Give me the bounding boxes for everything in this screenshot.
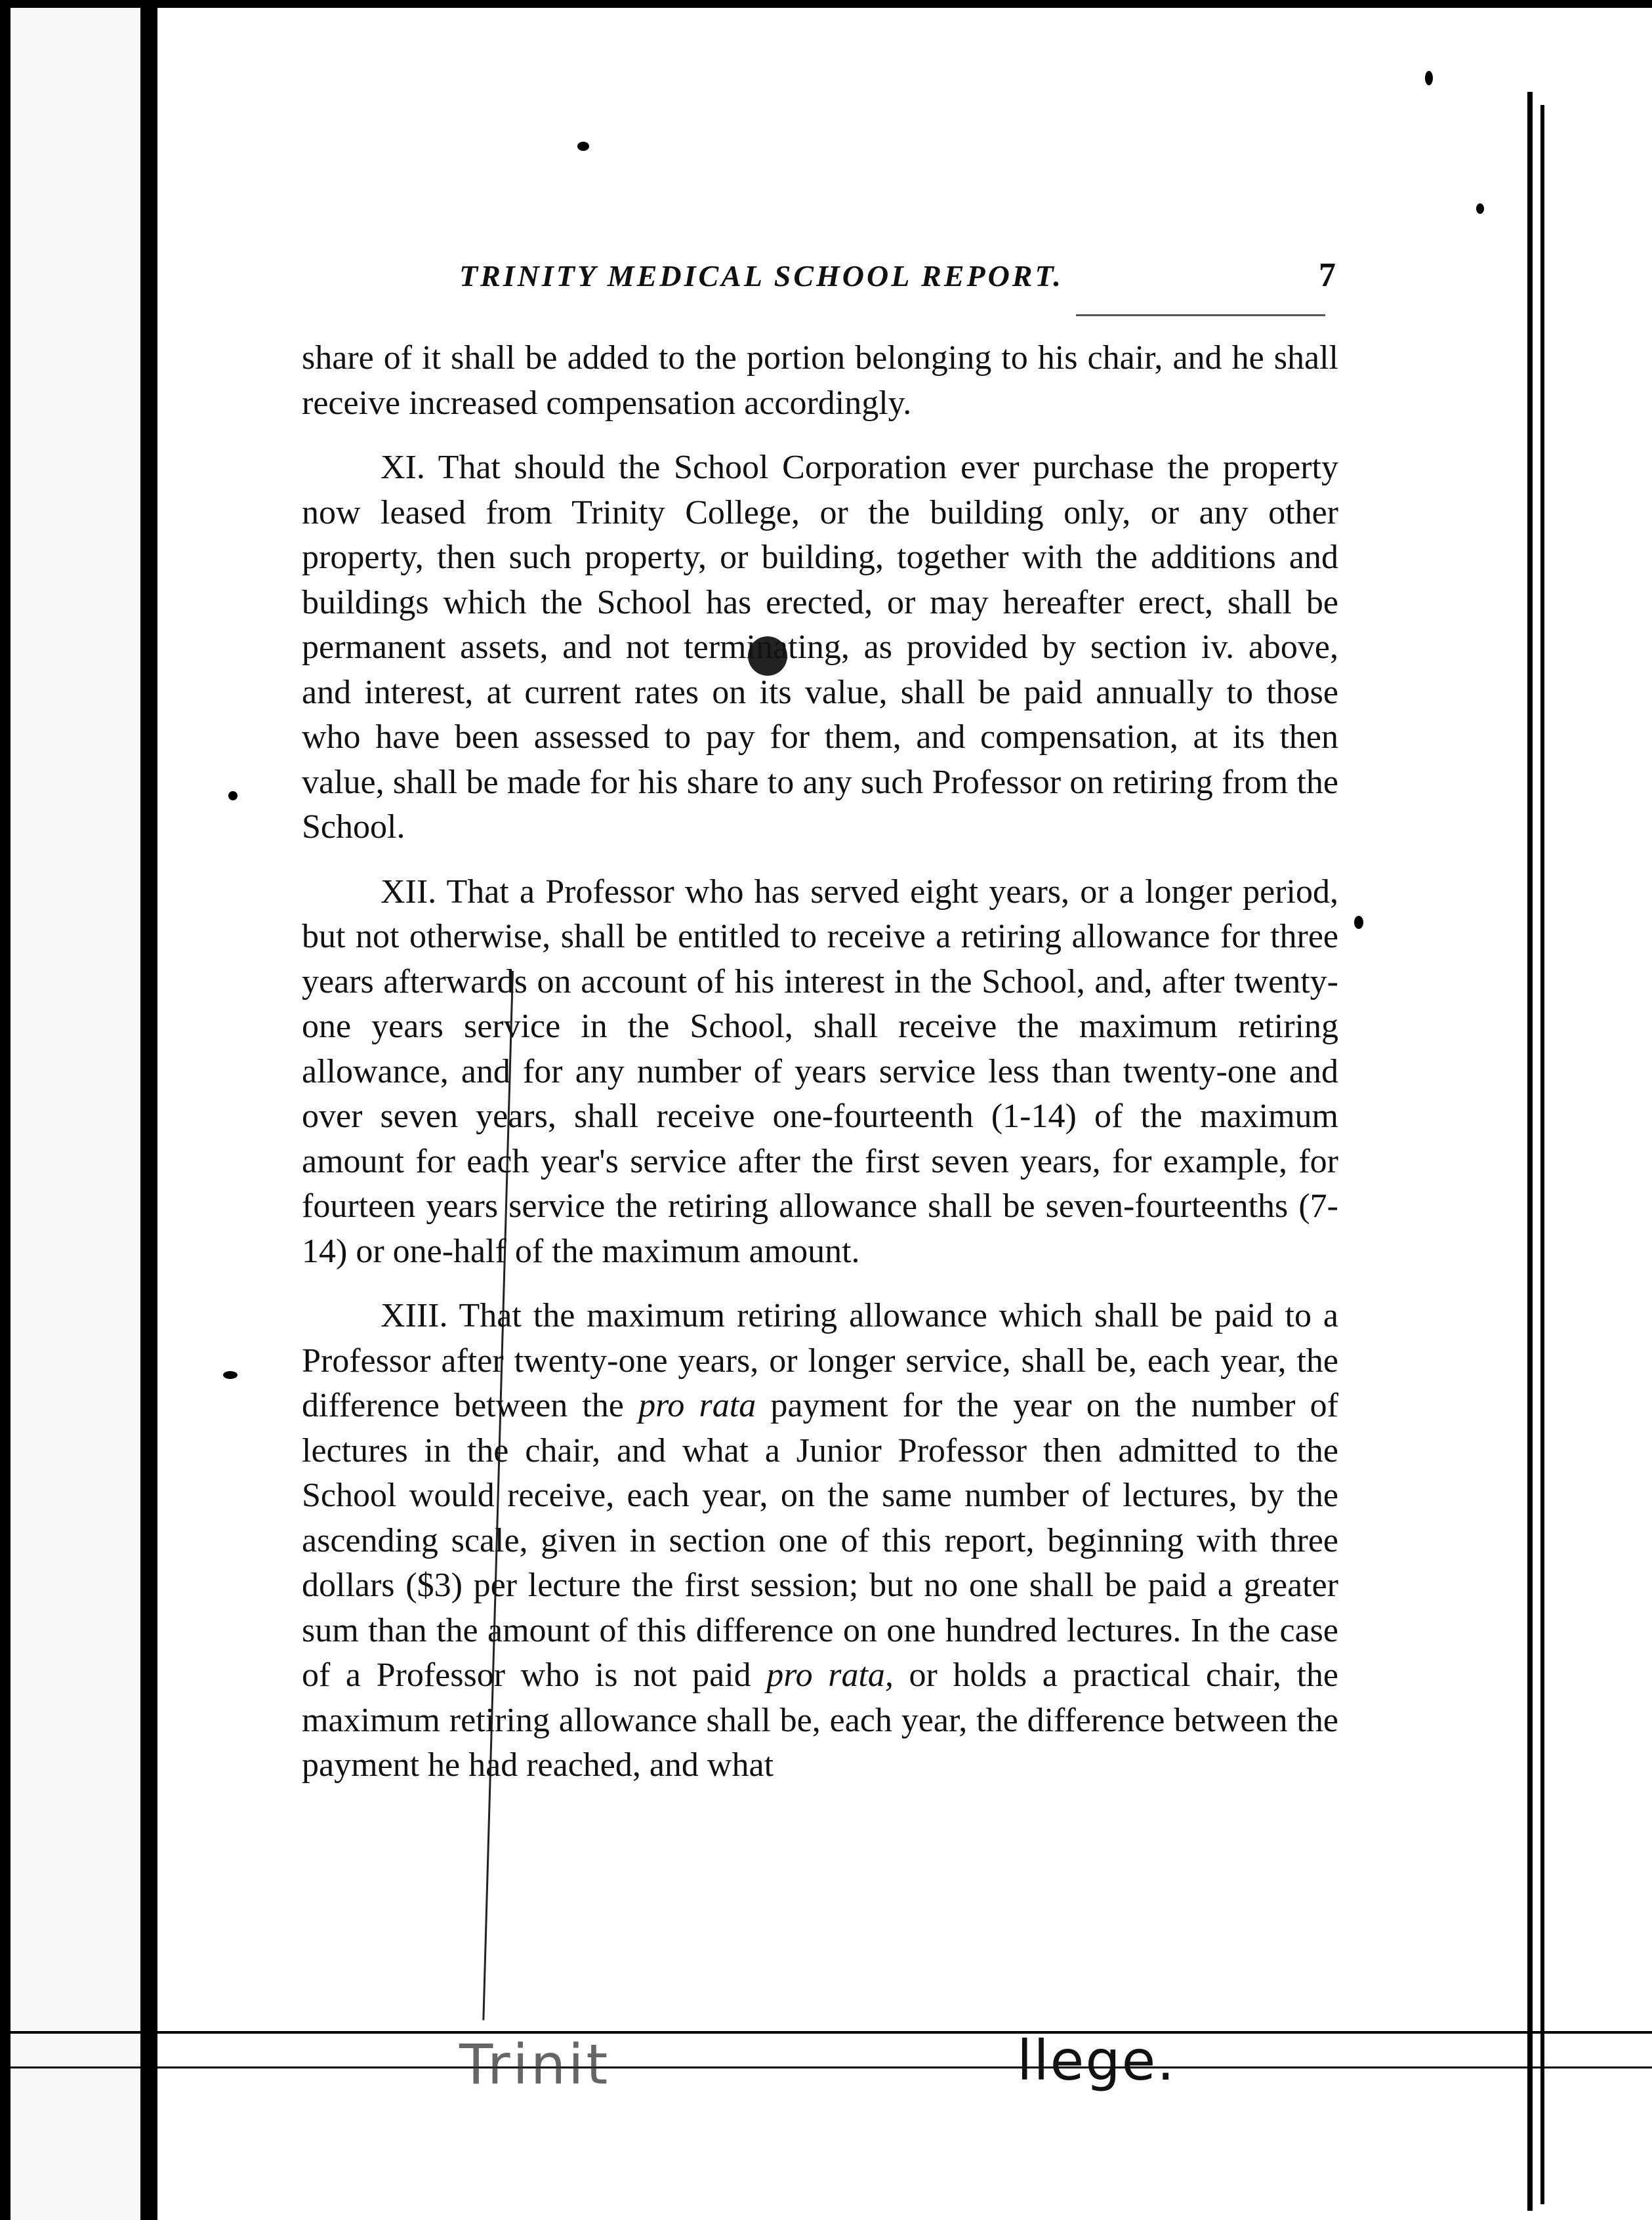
speck [577,142,589,151]
adjacent-page-margin [10,8,140,2220]
film-bottom-line [0,2031,1652,2034]
paragraph-continuation: share of it shall be added to the portion belonging to his chair, and he shall receive increased compensation accordingly. [302,339,1338,422]
paragraph-xiii-part-c: or holds a practical chair, the maximum retiring allowance shall be, each year, the difference between the payment he had reached, and what [302,1656,1338,1784]
paragraph-xiii-part-a: XIII. That the maximum retiring allowance which shall be paid to a Professor after twenty-one years, or longer service, shall be, each year, the difference between the [302,1297,1338,1424]
paragraph-xiii-part-b: payment for the year on the number of lectures in the chair, and what a Junior Professor then admitted to the School would receive, each year, on the same number of lectures, by the ascending scale, given in section one of this report, beginning with three dollars ($3) per lecture the first session; but no one shall be paid a greater sum than the amount of this difference on one hundred lectures. In the case of a Professor who is not paid [302,1387,1338,1694]
page-number: 7 [1319,257,1338,294]
scan-top-border [0,0,1652,8]
page-edge-outer [1527,92,1533,2211]
page-gutter [140,0,157,2220]
header-rule [1076,314,1325,316]
speck [223,1371,237,1379]
paragraph-xi: XI. That should the School Corporation ever purchase the property now leased from Trinity College, or the building only, or any other property, then such property, or building, together with the additions and buildings which the School has erected, or may hereafter erect, shall be permanent assets, and not terminating, as provided by section iv. above, and interest, at current rates on its value, shall be paid annually to those who have been assessed to pay for them, and compensation, at its then value, shall be made for his share to any such Professor on retiring from the School. [302,449,1338,846]
film-bottom-line-2 [0,2066,1652,2068]
speck [1476,203,1484,214]
library-stamp-right: llege. [1017,2028,1176,2093]
library-stamp-left: Trinit [459,2032,611,2097]
running-header [459,256,1338,295]
speck [1425,71,1433,85]
scan-left-border [0,0,10,2220]
italic-pro-rata: pro rata [638,1387,756,1424]
speck [1354,916,1363,929]
italic-pro-rata-2: pro rata, [766,1656,894,1694]
paragraph-xiii [302,1294,1338,1788]
body-text [302,336,1338,1788]
page-edge-inner [1540,105,1544,2204]
running-title: TRINITY MEDICAL SCHOOL REPORT. [459,259,1063,293]
speck [228,791,237,800]
paragraph-xii: XII. That a Professor who has served eight years, or a longer period, but not otherwise, shall be entitled to receive a retiring allowance for three years afterwards on account of his interest in the School, and, after twenty-one years service in the School, shall receive the maximum retiring allowance, and for any number of years service less than twenty-one and over seven years, shall receive one-fourteenth (1-14) of the maximum amount for each year's service after the first seven years, for example, for fourteen years service the retiring allowance shall be seven-fourteenths (7-14) or one-half of the maximum amount. [302,873,1338,1270]
document-page [302,256,1338,1808]
